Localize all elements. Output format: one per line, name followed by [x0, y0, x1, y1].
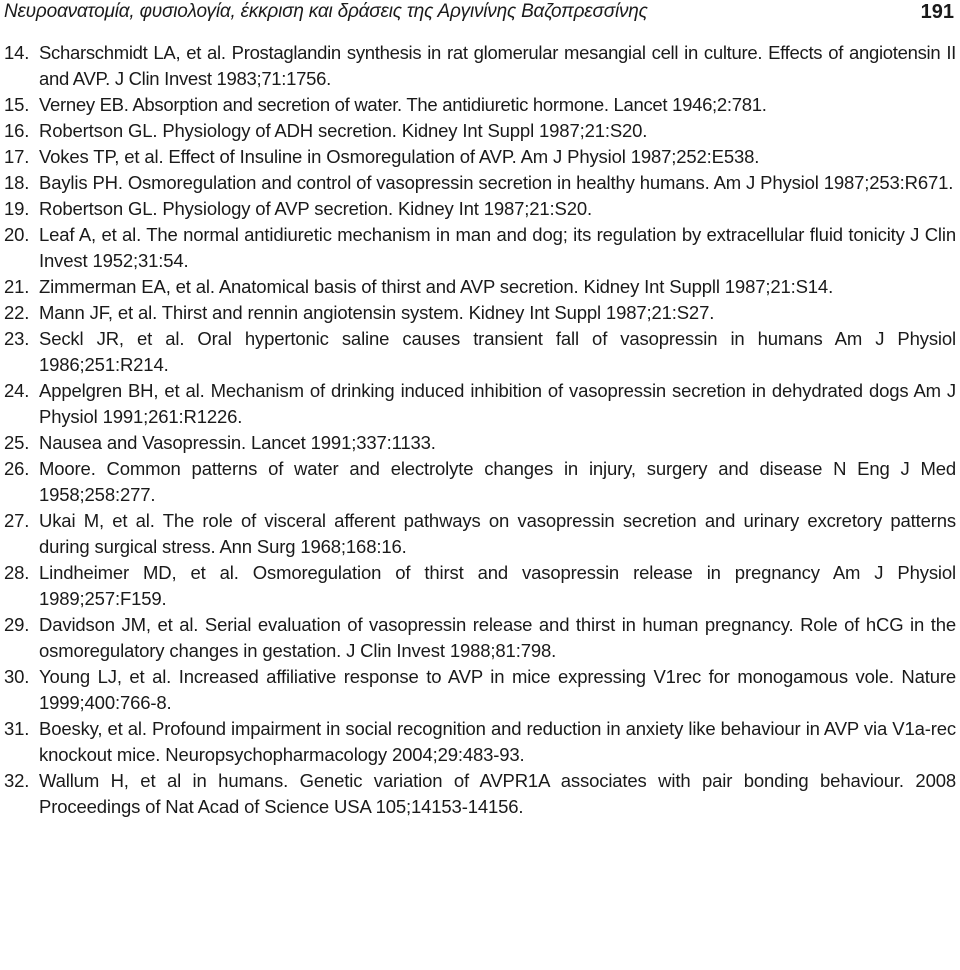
reference-item: [4, 144, 956, 170]
reference-item: [4, 40, 956, 92]
reference-number: 26.: [4, 458, 30, 479]
reference-text: Seckl JR, et al. Oral hypertonic saline causes transient fall of vasopressin in humans Am J Physiol 1986;251:R214.: [39, 328, 956, 375]
reference-text: Leaf A, et al. The normal antidiuretic mechanism in man and dog; its regulation by extracellular fluid tonicity J Clin Invest 1952;31:54.: [39, 224, 956, 271]
reference-number: 14.: [4, 42, 30, 63]
reference-number: 21.: [4, 276, 30, 297]
reference-number: 29.: [4, 614, 30, 635]
reference-text: Appelgren BH, et al. Mechanism of drinking induced inhibition of vasopressin secretion in dehydrated dogs Am J Physiol 1991;261:R1226.: [39, 380, 956, 427]
reference-text: Boesky, et al. Profound impairment in social recognition and reduction in anxiety like behaviour in AVP via V1a-rec knockout mice. Neuropsychopharmacology 2004;29:483-93.: [39, 718, 956, 765]
reference-item: [4, 170, 956, 196]
reference-item: [4, 326, 956, 378]
reference-text: Scharschmidt LA, et al. Prostaglandin synthesis in rat glomerular mesangial cell in culture. Effects of angiotensin II and AVP. J Clin Invest 1983;71:1756.: [39, 42, 956, 89]
reference-item: [4, 118, 956, 144]
reference-item: [4, 768, 956, 820]
reference-item: [4, 222, 956, 274]
reference-text: Lindheimer MD, et al. Osmoregulation of thirst and vasopressin release in pregnancy Am J Physiol 1989;257:F159.: [39, 562, 956, 609]
reference-text: Verney EB. Absorption and secretion of water. The antidiuretic hormone. Lancet 1946;2:781.: [39, 94, 767, 115]
reference-text: Mann JF, et al. Thirst and rennin angiotensin system. Kidney Int Suppl 1987;21:S27.: [39, 302, 715, 323]
reference-number: 31.: [4, 718, 30, 739]
reference-number: 27.: [4, 510, 30, 531]
reference-item: [4, 716, 956, 768]
reference-number: 32.: [4, 770, 30, 791]
reference-item: [4, 196, 956, 222]
reference-item: [4, 508, 956, 560]
reference-number: 15.: [4, 94, 30, 115]
reference-item: [4, 300, 956, 326]
reference-text: Nausea and Vasopressin. Lancet 1991;337:1133.: [39, 432, 436, 453]
reference-text: Robertson GL. Physiology of ADH secretion. Kidney Int Suppl 1987;21:S20.: [39, 120, 648, 141]
reference-number: 23.: [4, 328, 30, 349]
reference-number: 24.: [4, 380, 30, 401]
reference-text: Robertson GL. Physiology of AVP secretion. Kidney Int 1987;21:S20.: [39, 198, 592, 219]
reference-text: Davidson JM, et al. Serial evaluation of vasopressin release and thirst in human pregnancy. Role of hCG in the osmoregulatory changes in gestation. J Clin Invest 1988;81:798.: [39, 614, 956, 661]
reference-number: 28.: [4, 562, 30, 583]
page-number: 191: [920, 1, 954, 23]
reference-item: [4, 664, 956, 716]
reference-number: 18.: [4, 172, 30, 193]
reference-item: [4, 430, 956, 456]
reference-item: [4, 560, 956, 612]
reference-text: Vokes TP, et al. Effect of Insuline in Osmoregulation of AVP. Am J Physiol 1987;252:E538.: [39, 146, 760, 167]
reference-item: [4, 612, 956, 664]
reference-item: [4, 274, 956, 300]
reference-number: 19.: [4, 198, 30, 219]
reference-number: 20.: [4, 224, 30, 245]
reference-text: Wallum H, et al in humans. Genetic variation of AVPR1A associates with pair bonding behaviour. 2008 Proceedings of Nat Acad of Science USA 105;14153-14156.: [39, 770, 956, 817]
reference-text: Baylis PH. Osmoregulation and control of vasopressin secretion in healthy humans. Am J Physiol 1987;253:R671.: [39, 172, 954, 193]
reference-number: 25.: [4, 432, 30, 453]
reference-item: [4, 378, 956, 430]
running-title: Νευροανατομία, φυσιολογία, έκκριση και δράσεις της Αργινίνης Βαζοπρεσσίνης: [4, 1, 648, 22]
reference-text: Moore. Common patterns of water and electrolyte changes in injury, surgery and disease N Eng J Med 1958;258:277.: [39, 458, 956, 505]
reference-item: [4, 456, 956, 508]
reference-number: 17.: [4, 146, 30, 167]
reference-item: [4, 92, 956, 118]
reference-list: [4, 40, 956, 820]
page-header: [0, 0, 960, 30]
reference-number: 16.: [4, 120, 30, 141]
reference-text: Young LJ, et al. Increased affiliative response to AVP in mice expressing V1rec for monogamous vole. Nature 1999;400:766-8.: [39, 666, 956, 713]
reference-text: Ukai M, et al. The role of visceral afferent pathways on vasopressin secretion and urinary excretory patterns during surgical stress. Ann Surg 1968;168:16.: [39, 510, 956, 557]
reference-number: 30.: [4, 666, 30, 687]
reference-text: Zimmerman EA, et al. Anatomical basis of thirst and AVP secretion. Kidney Int Suppll 1987;21:S14.: [39, 276, 834, 297]
reference-number: 22.: [4, 302, 30, 323]
